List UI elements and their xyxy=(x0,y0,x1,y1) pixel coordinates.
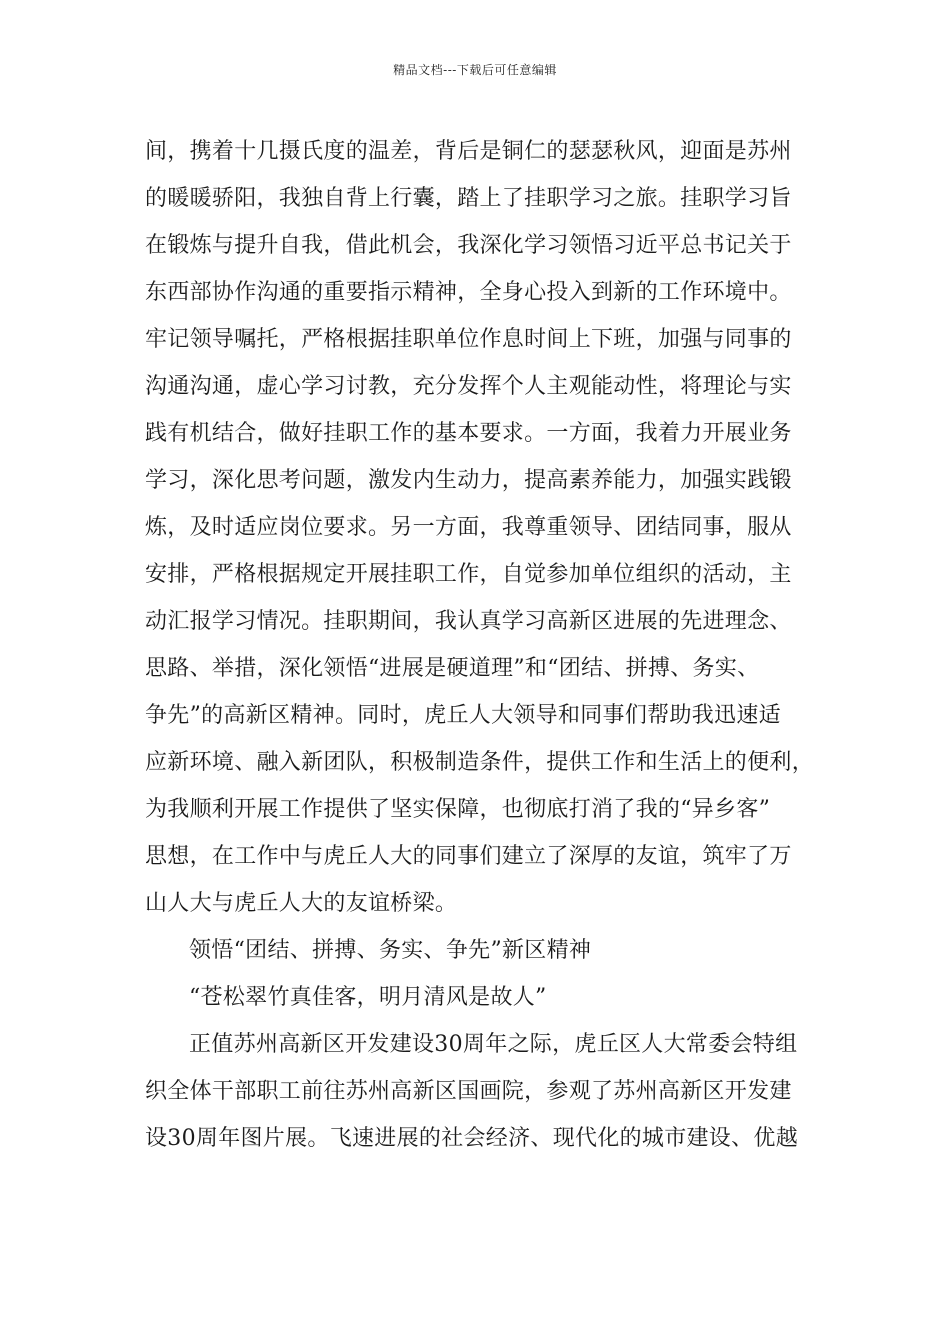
paragraph-line: 沟通沟通，虚心学习讨教，充分发挥个人主观能动性，将理论与实 xyxy=(145,374,792,399)
paragraph-line: 应新环境、融入新团队，积极制造条件，提供工作和生活上的便利， xyxy=(145,750,815,775)
paragraph-line: 设30周年图片展。飞速进展的社会经济、现代化的城市建设、优越 xyxy=(145,1126,798,1151)
paragraph-line: 为我顺利开展工作提供了坚实保障，也彻底打消了我的“异乡客” xyxy=(145,797,771,822)
paragraph-line: 间，携着十几摄氏度的温差，背后是铜仁的瑟瑟秋风，迎面是苏州 xyxy=(145,139,792,164)
paragraph-line: 炼，及时适应岗位要求。另一方面，我尊重领导、团结同事，服从 xyxy=(145,515,792,540)
paragraph-line: 东西部协作沟通的重要指示精神，全身心投入到新的工作环境中。 xyxy=(145,280,792,305)
document-body xyxy=(145,128,815,1162)
paragraph-line: 思路、举措，深化领悟“进展是硬道理”和“团结、拼搏、务实、 xyxy=(145,656,760,681)
paragraph-line: 的暖暖骄阳，我独自背上行囊，踏上了挂职学习之旅。挂职学习旨 xyxy=(145,186,792,211)
paragraph-line: 织全体干部职工前往苏州高新区国画院，参观了苏州高新区开发建 xyxy=(145,1079,792,1104)
paragraph-line: 动汇报学习情况。挂职期间，我认真学习高新区进展的先进理念、 xyxy=(145,609,792,634)
paragraph-line: 践有机结合，做好挂职工作的基本要求。一方面，我着力开展业务 xyxy=(145,421,792,446)
section-heading: 领悟“团结、拼搏、务实、争先”新区精神 xyxy=(189,938,592,963)
paragraph-line: 在锻炼与提升自我，借此机会，我深化学习领悟习近平总书记关于 xyxy=(145,233,792,258)
paragraph-line: 山人大与虎丘人大的友谊桥梁。 xyxy=(145,891,458,916)
paragraph-line: 争先”的高新区精神。同时，虎丘人大领导和同事们帮助我迅速适 xyxy=(145,703,781,728)
paragraph-line: 学习，深化思考问题，激发内生动力，提高素养能力，加强实践锻 xyxy=(145,468,792,493)
paragraph-line: 安排，严格根据规定开展挂职工作，自觉参加单位组织的活动，主 xyxy=(145,562,792,587)
quote-line: “苍松翠竹真佳客，明月清风是故人” xyxy=(189,985,547,1010)
paragraph-line: 正值苏州高新区开发建设30周年之际，虎丘区人大常委会特组 xyxy=(189,1032,798,1057)
paragraph-line: 思想，在工作中与虎丘人大的同事们建立了深厚的友谊，筑牢了万 xyxy=(145,844,792,869)
paragraph-line: 牢记领导嘱托，严格根据挂职单位作息时间上下班，加强与同事的 xyxy=(145,327,792,352)
page-header: 精品文档---下载后可任意编辑 xyxy=(393,63,557,77)
